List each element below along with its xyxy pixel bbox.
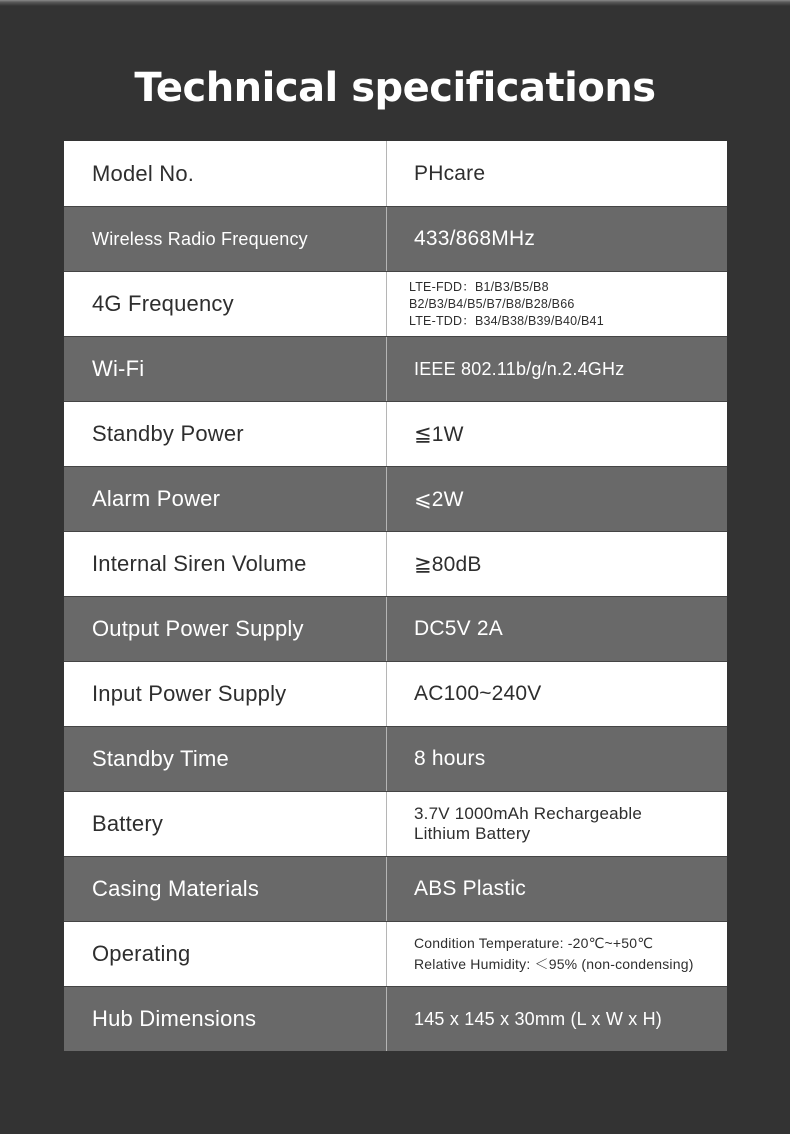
spec-row-wi-fi bbox=[64, 336, 727, 401]
spec-value-line: ≧80dB bbox=[414, 552, 482, 576]
spec-row-output-power-supply bbox=[64, 596, 727, 661]
spec-label: Input Power Supply bbox=[64, 662, 387, 726]
spec-value-line: 145 x 145 x 30mm (L x W x H) bbox=[414, 1008, 663, 1029]
spec-label: Alarm Power bbox=[64, 467, 387, 531]
spec-value-line: AC100~240V bbox=[414, 682, 542, 705]
spec-label: Wireless Radio Frequency bbox=[64, 207, 387, 271]
spec-row-alarm-power bbox=[64, 466, 727, 531]
spec-row-standby-power bbox=[64, 401, 727, 466]
spec-value-line: Lithium Battery bbox=[414, 824, 531, 843]
spec-label: Standby Power bbox=[64, 402, 387, 466]
spec-value-line: 8 hours bbox=[414, 747, 486, 770]
page-title: Technical specifications bbox=[134, 65, 656, 111]
spec-value bbox=[387, 272, 727, 336]
spec-value bbox=[387, 922, 727, 986]
spec-value bbox=[387, 467, 727, 531]
spec-value-line: 433/868MHz bbox=[414, 227, 536, 250]
spec-value-line: ≦1W bbox=[414, 422, 464, 446]
spec-row-4g-frequency bbox=[64, 271, 727, 336]
spec-value bbox=[387, 662, 727, 726]
spec-label: Battery bbox=[64, 792, 387, 856]
spec-value bbox=[387, 792, 727, 856]
spec-label: Wi-Fi bbox=[64, 337, 387, 401]
spec-value bbox=[387, 532, 727, 596]
spec-row-standby-time bbox=[64, 726, 727, 791]
spec-row-internal-siren-volume bbox=[64, 531, 727, 596]
spec-value-line: LTE-TDD：B34/B38/B39/B40/B41 bbox=[409, 313, 604, 328]
spec-label: Hub Dimensions bbox=[64, 987, 387, 1051]
spec-value-line: IEEE 802.11b/g/n.2.4GHz bbox=[414, 358, 625, 379]
spec-value bbox=[387, 727, 727, 791]
spec-value-line: ⩽2W bbox=[414, 487, 464, 511]
spec-label: Model No. bbox=[64, 141, 387, 206]
spec-value-line: 3.7V 1000mAh Rechargeable bbox=[414, 804, 643, 823]
spec-row-wireless-radio-frequency bbox=[64, 206, 727, 271]
spec-value bbox=[387, 207, 727, 271]
spec-table bbox=[64, 141, 727, 1051]
spec-row-operating bbox=[64, 921, 727, 986]
spec-value-line: ABS Plastic bbox=[414, 877, 526, 900]
spec-value-line: LTE-FDD：B1/B3/B5/B8 bbox=[409, 279, 549, 294]
spec-row-input-power-supply bbox=[64, 661, 727, 726]
spec-value-line: PHcare bbox=[414, 161, 486, 185]
spec-value bbox=[387, 987, 727, 1051]
spec-value bbox=[387, 857, 727, 921]
spec-value bbox=[387, 141, 727, 206]
spec-value bbox=[387, 337, 727, 401]
spec-row-model-no bbox=[64, 141, 727, 206]
spec-value-line: DC5V 2A bbox=[414, 617, 503, 640]
spec-label: Internal Siren Volume bbox=[64, 532, 387, 596]
spec-value-line: B2/B3/B4/B5/B7/B8/B28/B66 bbox=[409, 296, 575, 311]
spec-value bbox=[387, 597, 727, 661]
spec-label: 4G Frequency bbox=[64, 272, 387, 336]
spec-label: Casing Materials bbox=[64, 857, 387, 921]
spec-value bbox=[387, 402, 727, 466]
spec-label: Output Power Supply bbox=[64, 597, 387, 661]
spec-value-line: Condition Temperature: -20℃~+50℃ bbox=[414, 935, 654, 951]
spec-row-hub-dimensions bbox=[64, 986, 727, 1051]
spec-label: Operating bbox=[64, 922, 387, 986]
spec-row-casing-materials bbox=[64, 856, 727, 921]
spec-row-battery bbox=[64, 791, 727, 856]
spec-value-line: Relative Humidity: ＜95% (non-condensing) bbox=[414, 956, 694, 972]
spec-label: Standby Time bbox=[64, 727, 387, 791]
top-edge-strip bbox=[0, 0, 790, 6]
